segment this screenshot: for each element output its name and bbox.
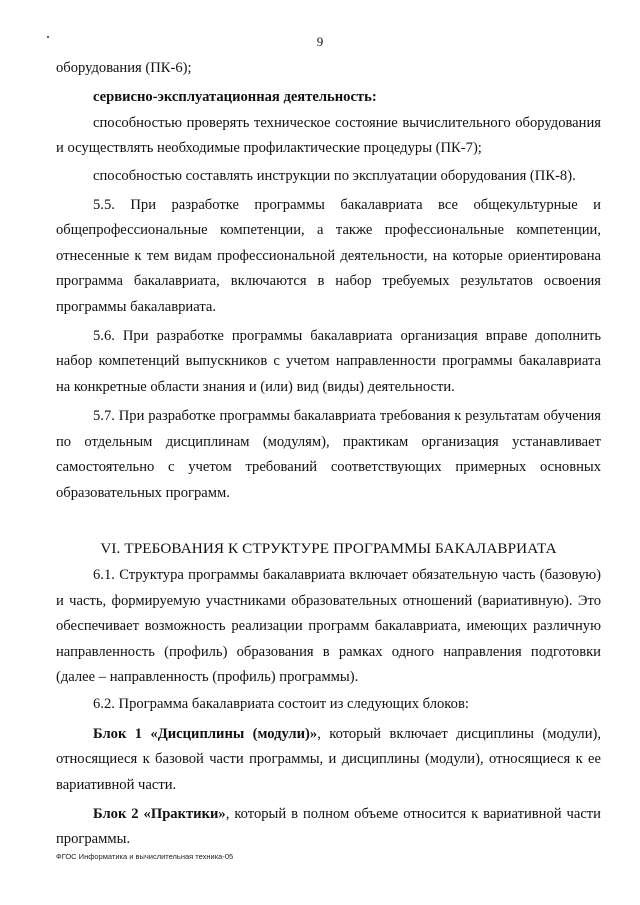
block-2-text: , который в полном объеме относится к вариативной части программы. [56,805,601,848]
activity-heading: сервисно-эксплуатационная деятельность: [93,89,377,106]
section-heading: VI. ТРЕБОВАНИЯ К СТРУКТУРЕ ПРОГРАММЫ БАКАЛАВРИАТА [100,539,557,557]
paragraph-5-5: 5.5. При разработке программы бакалавриата все общекультурные и общепрофессиональные компетенции, а также профессиональные компетенции, отнесенные к тем видам профессиональной деятельности, на которые ориентирована программа бакалавриата, включаются в набор требуемых результатов освоения программы бакалавриата. [56,197,601,315]
paragraph-pk7: способностью проверять техническое состояние вычислительного оборудования и осуществлять необходимые профилактические процедуры (ПК-7); [56,114,601,157]
page-footer: ФГОС Информатика и вычислительная техника-05 [56,852,234,861]
page-body [56,56,601,853]
block-2-title: Блок 2 «Практики» [93,805,226,822]
paragraph-block-1 [56,722,601,798]
paragraph-6-2: 6.2. Программа бакалавриата состоит из следующих блоков: [93,696,469,713]
paragraph-5-6: 5.6. При разработке программы бакалавриата организация вправе дополнить набор компетенций выпускников с учетом направленности программы бакалавриата на конкретные области знания и (или) вид (виды) деятельности. [56,328,601,395]
paragraph-6-1: 6.1. Структура программы бакалавриата включает обязательную часть (базовую) и часть, формируемую участниками образовательных отношений (вариативную). Это обеспечивает возможность реализации программ бакалавриата, имеющих различную направленность (профиль) образования в рамках одного направления подготовки (далее – направленность (профиль) программы). [56,567,601,685]
paragraph-5-7: 5.7. При разработке программы бакалавриата требования к результатам обучения по отдельным дисциплинам (модулям), практикам организация устанавливает самостоятельно с учетом требований соответствующих примерных основных образовательных программ. [56,408,601,501]
page-number: 9 [316,34,324,49]
paragraph-pk8: способностью составлять инструкции по эксплуатации оборудования (ПК-8). [93,167,576,184]
paragraph-continuation: оборудования (ПК-6); [56,60,192,76]
block-1-text: , который включает дисциплины (модули), относящиеся к базовой части программы, и дисциплины (модули), относящиеся к ее вариативной части. [56,725,602,793]
block-1-title: Блок 1 «Дисциплины (модули)» [93,725,318,742]
paragraph-block-2 [56,802,601,853]
